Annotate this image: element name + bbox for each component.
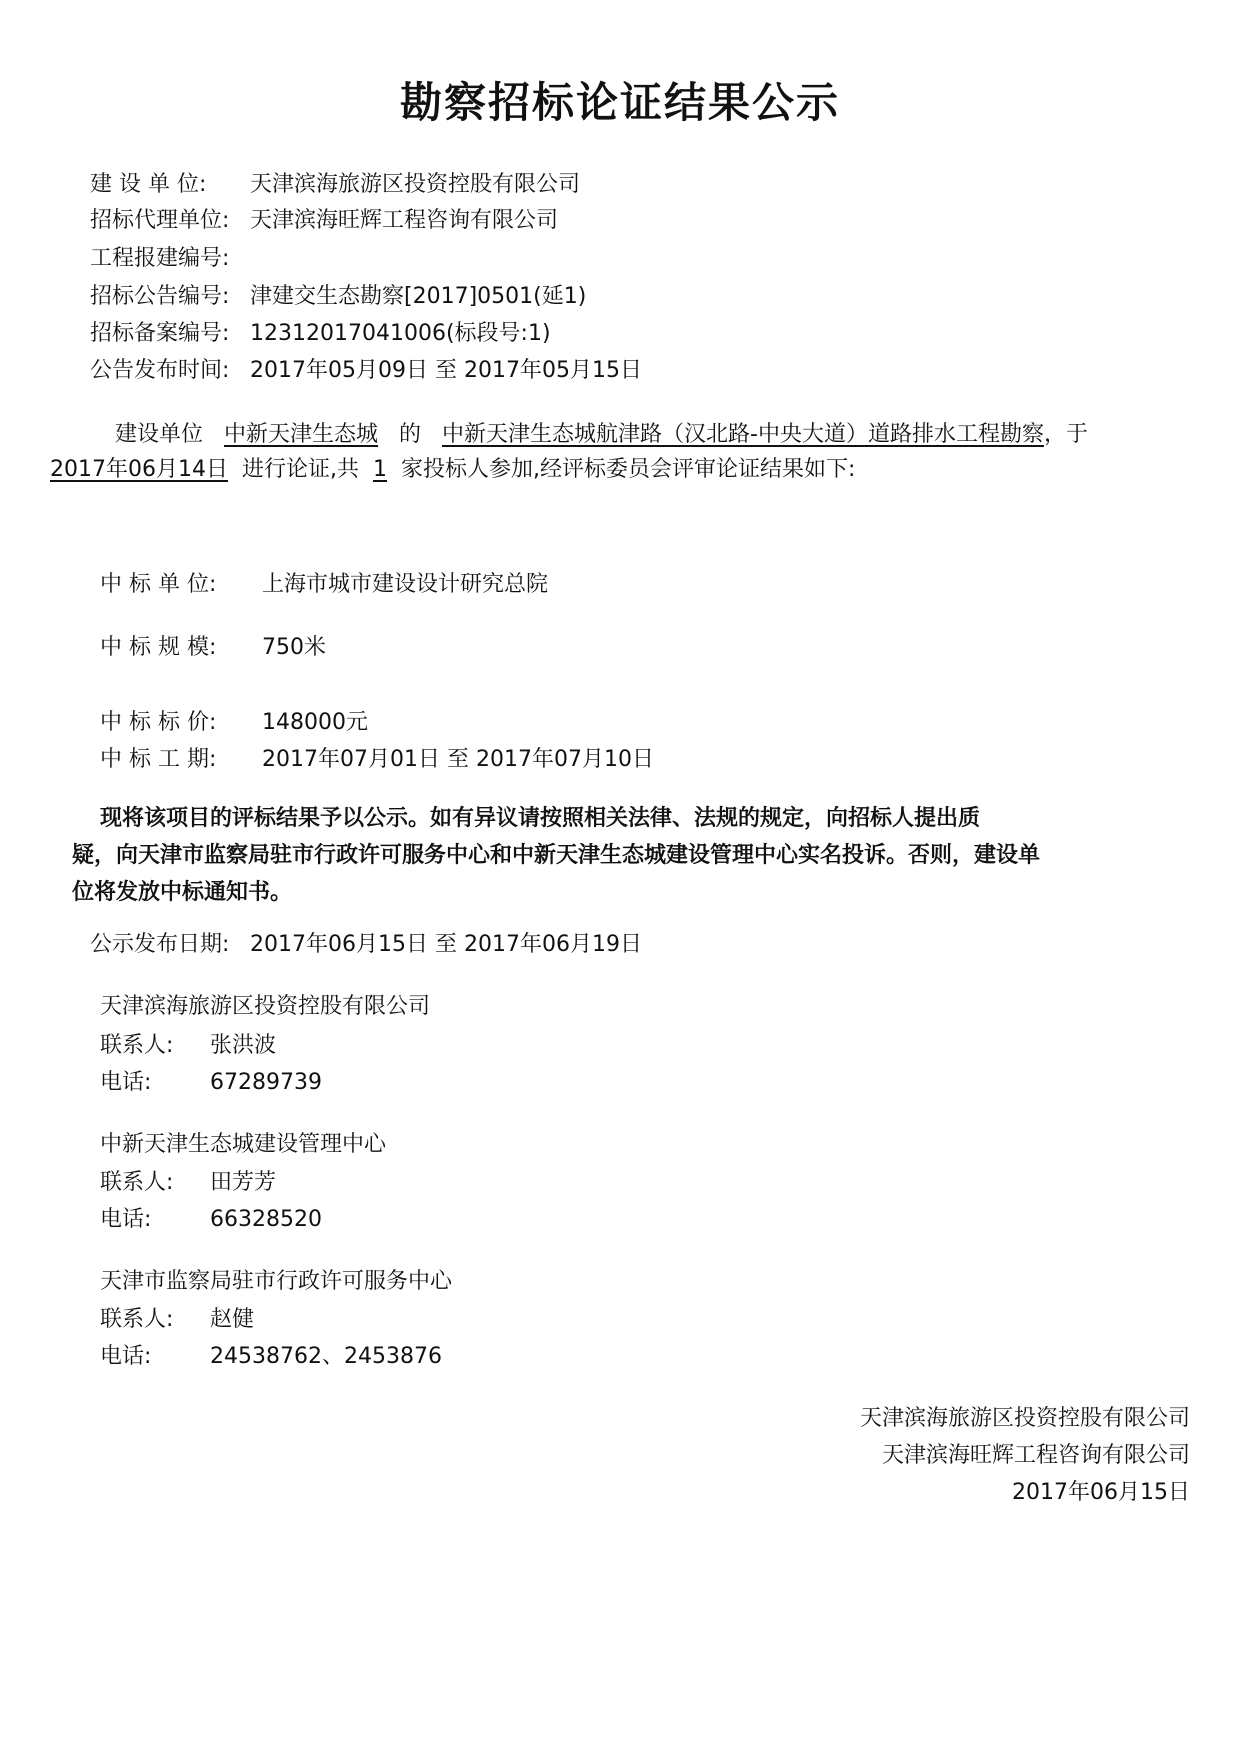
intro-text-at: ，于 — [1043, 422, 1088, 447]
notice-no-label: 招标公告编号: — [90, 284, 230, 309]
contact-3-person-label: 联系人: — [100, 1307, 174, 1332]
notice-no-row — [90, 282, 586, 312]
contact-1-person-label: 联系人: — [100, 1033, 174, 1058]
period-label: 中 标 工 期: — [100, 747, 217, 772]
signature-date: 2017年06月15日 — [1012, 1480, 1190, 1505]
agent-value: 天津滨海旺辉工程咨询有限公司 — [250, 208, 559, 233]
intro-unit: 中新天津生态城 — [224, 422, 379, 447]
builder-value: 天津滨海旅游区投资控股有限公司 — [250, 172, 581, 197]
signature-org-1: 天津滨海旅游区投资控股有限公司 — [859, 1406, 1190, 1431]
page-title: 勘察招标论证结果公示 — [399, 78, 840, 127]
scale-row — [100, 633, 326, 663]
intro-project: 中新天津生态城航津路（汉北路-中央大道）道路排水工程勘察 — [442, 422, 1044, 447]
intro-line-1 — [115, 420, 1088, 450]
winner-row — [100, 570, 548, 600]
contact-1-person: 张洪波 — [210, 1033, 277, 1058]
publicity-row — [90, 930, 642, 960]
contact-2-person-row — [100, 1168, 276, 1198]
notice-line-2: 疑，向天津市监察局驻市行政许可服务中心和中新天津生态城建设管理中心实名投诉。否则，建设单 — [72, 843, 1041, 868]
winner-value: 上海市城市建设设计研究总院 — [262, 572, 549, 597]
contact-1-phone-label: 电话: — [100, 1070, 152, 1095]
price-row — [100, 708, 368, 738]
publish-time-label: 公告发布时间: — [90, 358, 230, 383]
agent-label: 招标代理单位: — [90, 208, 230, 233]
contact-3-phone: 24538762、2453876 — [210, 1344, 442, 1369]
intro-text-proceed: 进行论证,共 — [241, 457, 359, 482]
agent-row — [90, 206, 558, 236]
contact-3-phone-label: 电话: — [100, 1344, 152, 1369]
intro-text-result: 家投标人参加,经评标委员会评审论证结果如下: — [400, 457, 856, 482]
notice-line-3: 位将发放中标通知书。 — [72, 880, 293, 905]
contact-1-phone-row — [100, 1068, 322, 1098]
record-no-value: 12312017041006(标段号:1) — [250, 321, 551, 346]
publicity-label: 公示发布日期: — [90, 932, 230, 957]
contact-2-person: 田芳芳 — [210, 1170, 277, 1195]
record-no-row — [90, 319, 551, 349]
publicity-value: 2017年06月15日 至 2017年06月19日 — [250, 932, 642, 957]
builder-row — [90, 170, 580, 200]
intro-line-2 — [50, 455, 855, 485]
publish-time-row — [90, 356, 642, 386]
intro-date: 2017年06月14日 — [50, 457, 228, 482]
contact-2-phone-row — [100, 1205, 322, 1235]
project-no-row — [90, 244, 250, 274]
contact-1-person-row — [100, 1031, 276, 1061]
contact-1-org: 天津滨海旅游区投资控股有限公司 — [100, 994, 431, 1019]
publish-time-value: 2017年05月09日 至 2017年05月15日 — [250, 358, 642, 383]
notice-no-value: 津建交生态勘察[2017]0501(延1) — [250, 284, 587, 309]
builder-label: 建 设 单 位: — [90, 172, 207, 197]
contact-3-org: 天津市监察局驻市行政许可服务中心 — [100, 1269, 453, 1294]
price-value: 148000元 — [262, 710, 368, 735]
scale-label: 中 标 规 模: — [100, 635, 217, 660]
period-row — [100, 745, 654, 775]
contact-2-phone-label: 电话: — [100, 1207, 152, 1232]
period-value: 2017年07月01日 至 2017年07月10日 — [262, 747, 654, 772]
price-label: 中 标 标 价: — [100, 710, 217, 735]
intro-text-of: 的 — [399, 422, 422, 447]
project-no-label: 工程报建编号: — [90, 246, 230, 271]
scale-value: 750米 — [262, 635, 326, 660]
notice-line-1: 现将该项目的评标结果予以公示。如有异议请按照相关法律、法规的规定，向招标人提出质 — [100, 806, 981, 831]
intro-text-builder: 建设单位 — [115, 422, 204, 447]
contact-2-phone: 66328520 — [210, 1207, 322, 1232]
contact-2-person-label: 联系人: — [100, 1170, 174, 1195]
signature-org-2: 天津滨海旺辉工程咨询有限公司 — [881, 1443, 1190, 1468]
contact-3-phone-row — [100, 1342, 442, 1372]
record-no-label: 招标备案编号: — [90, 321, 230, 346]
contact-3-person-row — [100, 1305, 254, 1335]
contact-3-person: 赵健 — [210, 1307, 255, 1332]
contact-2-org: 中新天津生态城建设管理中心 — [100, 1132, 387, 1157]
winner-label: 中 标 单 位: — [100, 572, 217, 597]
contact-1-phone: 67289739 — [210, 1070, 322, 1095]
intro-count: 1 — [372, 457, 387, 482]
